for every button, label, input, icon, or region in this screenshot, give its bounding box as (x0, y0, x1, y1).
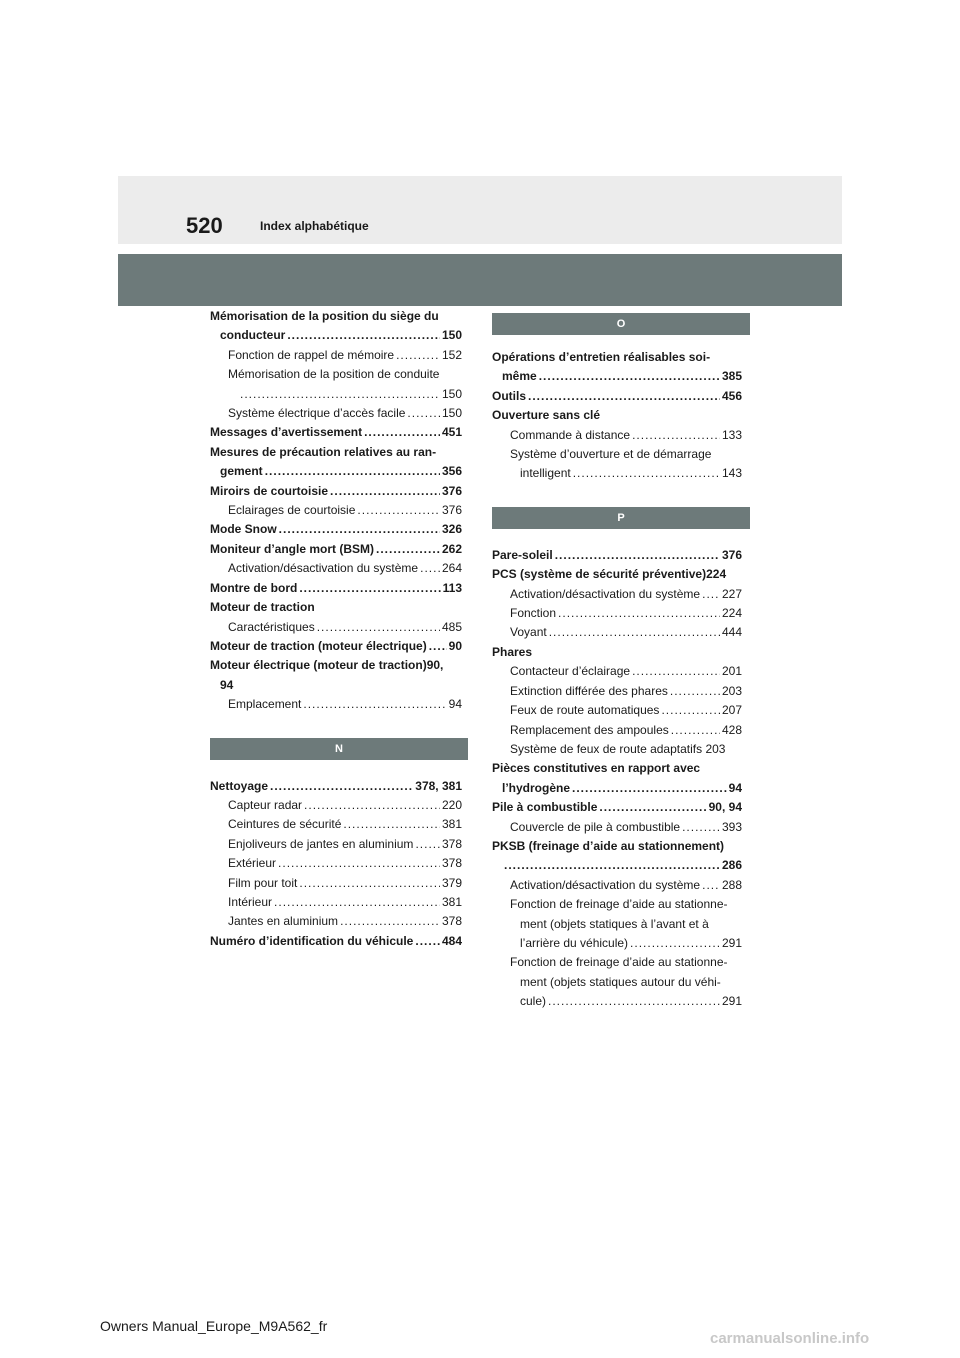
index-subentry (210, 404, 462, 423)
index-entry (210, 598, 462, 617)
index-subentry (492, 426, 742, 445)
dot-leader (632, 426, 720, 445)
dot-leader (303, 695, 446, 714)
dot-leader (240, 385, 440, 404)
entry-text: Mémorisation de la position du siège du (210, 309, 439, 323)
index-entry (210, 423, 462, 442)
entry-text: Caractéristiques (228, 619, 315, 634)
index-subentry (492, 876, 742, 895)
page-reference: 485 (441, 619, 462, 634)
dot-leader (599, 798, 706, 817)
entry-text: gement (220, 464, 263, 479)
page-reference: 150 (441, 328, 462, 343)
entry-text: Activation/désactivation du système (510, 877, 701, 892)
index-subentry (210, 695, 462, 714)
page-reference: 379 (441, 875, 462, 890)
index-entry (492, 406, 742, 425)
dot-leader (287, 326, 440, 345)
dot-leader (279, 520, 440, 539)
entry-text: intelligent (520, 466, 571, 481)
dot-leader (343, 815, 440, 834)
dot-leader (670, 682, 720, 701)
page-reference: 143 (721, 466, 742, 481)
page-reference: 262 (441, 541, 462, 556)
page-reference: 326 (441, 522, 462, 537)
entry-text: Feux de route automatiques (510, 703, 660, 718)
dot-leader (407, 404, 440, 423)
index-subentry (492, 895, 742, 953)
entry-text: Fonction de rappel de mémoire (228, 347, 395, 362)
letter-heading-n: N (210, 738, 468, 760)
index-entry (492, 798, 742, 817)
index-subentry (492, 740, 742, 759)
entry-text: Système électrique d’accès facile (228, 406, 406, 421)
index-subentry (210, 501, 462, 520)
index-subentry (492, 604, 742, 623)
entry-text: Moniteur d’angle mort (BSM) (210, 541, 374, 556)
entry-text: Moteur électrique (moteur de traction)90, (210, 658, 444, 673)
index-entry (492, 643, 742, 662)
dot-leader (278, 854, 440, 873)
index-subentry (492, 953, 742, 1011)
entry-text: PKSB (freinage d’aide au stationnement) (492, 838, 725, 853)
dot-leader (270, 777, 413, 796)
letter-heading-o: O (492, 313, 750, 335)
dot-leader (558, 604, 720, 623)
index-entry (492, 348, 742, 387)
index-subentry (210, 346, 462, 365)
entry-text: cule) (520, 994, 547, 1009)
entry-text: Couvercle de pile à combustible (510, 819, 681, 834)
page-reference: 456 (721, 388, 742, 403)
entry-text: Phares (492, 644, 533, 659)
entry-text: Moteur de traction (moteur électrique) (210, 638, 427, 653)
letter-heading-p: P (492, 507, 750, 529)
entry-text: Ceintures de sécurité (228, 817, 342, 832)
index-subentry (210, 618, 462, 637)
dot-leader (671, 721, 720, 740)
index-entry-group (492, 348, 742, 484)
entry-text: Montre de bord (210, 580, 298, 595)
entry-text: Intérieur (228, 894, 273, 909)
page-reference: 227 (721, 586, 742, 601)
index-subentry (210, 854, 462, 873)
index-subentry (210, 912, 462, 931)
page-reference: 385 (721, 369, 742, 384)
page-reference: 393 (721, 819, 742, 834)
index-entry (210, 540, 462, 559)
entry-text: Activation/désactivation du système (228, 561, 419, 576)
dot-leader (415, 932, 440, 951)
page-reference: 288 (721, 877, 742, 892)
index-entry (492, 387, 742, 406)
index-entry (210, 482, 462, 501)
dot-leader (357, 501, 440, 520)
page-reference: 378 (441, 914, 462, 929)
page-reference: 291 (721, 935, 742, 950)
index-subentry (492, 623, 742, 642)
index-subentry (492, 662, 742, 681)
entry-text: Emplacement (228, 697, 302, 712)
dot-leader (632, 662, 720, 681)
dot-leader (702, 876, 720, 895)
index-entry (492, 565, 742, 584)
dot-leader (317, 618, 440, 637)
entry-text: Fonction (510, 606, 557, 621)
index-entry (210, 579, 462, 598)
dot-leader (573, 464, 720, 483)
dot-leader (274, 893, 440, 912)
index-entry (210, 443, 462, 482)
dot-leader (572, 779, 727, 798)
page-reference: 378 (441, 836, 462, 851)
index-subentry (492, 445, 742, 484)
dot-leader (630, 934, 720, 953)
entry-text: Film pour toit (228, 875, 298, 890)
entry-text: Mode Snow (210, 522, 277, 537)
entry-text: Système d’ouverture et de démarrage (510, 447, 712, 462)
entry-text: Moteur de traction (210, 600, 315, 615)
index-entry (492, 837, 742, 876)
dot-leader (429, 637, 447, 656)
entry-text: conducteur (220, 328, 286, 343)
entry-text: Pièces constitutives en rapport avec (492, 761, 701, 776)
dot-leader (299, 579, 440, 598)
index-entry (210, 777, 462, 796)
page-reference: 201 (721, 664, 742, 679)
page-reference: 203 (721, 683, 742, 698)
page-reference: 381 (441, 894, 462, 909)
page-reference: 90 (448, 638, 462, 653)
index-subentry (492, 818, 742, 837)
entry-text: Mémorisation de la position de conduite (228, 367, 440, 382)
entry-text: Outils (492, 388, 527, 403)
index-entry-group (210, 307, 462, 715)
page-reference: 376 (441, 503, 462, 518)
entry-text: Capteur radar (228, 797, 303, 812)
dot-leader (304, 796, 440, 815)
dot-leader (548, 992, 720, 1011)
entry-text: l’hydrogène (502, 780, 571, 795)
entry-text: ment (objets statiques autour du véhi- (520, 974, 721, 989)
header-dark-bar (118, 254, 842, 306)
dot-leader (265, 462, 440, 481)
index-subentry (210, 893, 462, 912)
entry-text: Système de feux de route adaptatifs 203 (510, 741, 726, 756)
page-reference: 94 (728, 780, 742, 795)
index-subentry (210, 796, 462, 815)
index-entry-group (210, 777, 462, 952)
index-entry (210, 637, 462, 656)
page-reference: 264 (441, 561, 462, 576)
page-reference: 451 (441, 425, 462, 440)
entry-text: Jantes en aluminium (228, 914, 339, 929)
page-reference: 378, 381 (415, 778, 462, 793)
entry-text: Commande à distance (510, 427, 631, 442)
entry-text: Voyant (510, 625, 547, 640)
page-reference: 207 (721, 703, 742, 718)
page-reference: 90, 94 (708, 800, 742, 815)
index-entry (492, 546, 742, 565)
page-reference: 152 (441, 347, 462, 362)
dot-leader (330, 482, 440, 501)
index-entry-group (492, 546, 742, 1012)
page-reference: 220 (441, 797, 462, 812)
page-reference: 133 (721, 427, 742, 442)
index-column-right (492, 307, 742, 1012)
dot-leader (376, 540, 440, 559)
dot-leader (420, 559, 440, 578)
page-reference: 291 (721, 994, 742, 1009)
entry-text: Activation/désactivation du système (510, 586, 701, 601)
page-reference: 224 (721, 606, 742, 621)
dot-leader (549, 623, 720, 642)
page-number: 520 (186, 213, 223, 238)
index-entry (210, 520, 462, 539)
entry-text: Pare-soleil (492, 547, 553, 562)
header-band (118, 176, 842, 244)
index-entry (210, 656, 462, 695)
index-entry (492, 759, 742, 798)
entry-text: Enjoliveurs de jantes en aluminium (228, 836, 414, 851)
footer-manual-id: Owners Manual_Europe_M9A562_fr (100, 1318, 328, 1334)
index-subentry (210, 559, 462, 578)
index-subentry (210, 835, 462, 854)
entry-text: l’arrière du véhicule) (520, 935, 629, 950)
entry-text: Contacteur d’éclairage (510, 664, 631, 679)
entry-text: Ouverture sans clé (492, 408, 601, 423)
dot-leader (539, 367, 720, 386)
index-subentry (492, 682, 742, 701)
page-reference: 376 (721, 547, 742, 562)
index-subentry (210, 815, 462, 834)
dot-leader (299, 874, 440, 893)
page-reference: 356 (441, 464, 462, 479)
section-title: Index alphabétique (260, 219, 369, 233)
entry-text: même (502, 369, 537, 384)
dot-leader (702, 585, 720, 604)
index-entry (210, 932, 462, 951)
page-reference: 286 (721, 858, 742, 873)
watermark: carmanualsonline.info (710, 1330, 870, 1347)
index-subentry (492, 701, 742, 720)
index-subentry (492, 721, 742, 740)
index-subentry (210, 365, 462, 404)
entry-text: Pile à combustible (492, 800, 598, 815)
dot-leader (340, 912, 440, 931)
entry-text: Mesures de précaution relatives au ran- (210, 444, 437, 459)
page-reference: 150 (441, 386, 462, 401)
entry-text: Messages d’avertissement (210, 425, 363, 440)
dot-leader (682, 818, 720, 837)
dot-leader (528, 387, 720, 406)
page-reference: 378 (441, 856, 462, 871)
page-reference: 381 (441, 817, 462, 832)
entry-text: Numéro d’identification du véhicule (210, 933, 414, 948)
entry-text: Miroirs de courtoisie (210, 483, 329, 498)
page-reference: 113 (442, 580, 462, 595)
page-reference: 428 (721, 722, 742, 737)
entry-text: Nettoyage (210, 778, 269, 793)
index-subentry (210, 874, 462, 893)
entry-text: PCS (système de sécurité préventive)224 (492, 567, 727, 582)
entry-text: Remplacement des ampoules (510, 722, 669, 737)
page-reference: 444 (721, 625, 742, 640)
entry-text: Extinction différée des phares (510, 683, 668, 698)
index-entry (210, 307, 462, 346)
dot-leader (415, 835, 440, 854)
dot-leader (396, 346, 440, 365)
entry-text: Fonction de freinage d’aide au stationne- (510, 955, 728, 970)
dot-leader (555, 546, 720, 565)
dot-leader (364, 423, 440, 442)
entry-text: Opérations d’entretien réalisables soi- (492, 350, 711, 364)
entry-text: Fonction de freinage d’aide au stationne- (510, 897, 728, 912)
dot-leader (504, 856, 720, 875)
dot-leader (661, 701, 720, 720)
entry-text: 94 (220, 677, 234, 692)
page-reference: 484 (441, 933, 462, 948)
index-column-left (210, 307, 462, 951)
page-reference: 376 (441, 483, 462, 498)
entry-text: Eclairages de courtoisie (228, 503, 356, 518)
index-subentry (492, 585, 742, 604)
entry-text: Extérieur (228, 856, 277, 871)
page-reference: 94 (448, 697, 462, 712)
entry-text: ment (objets statiques à l’avant et à (520, 916, 709, 931)
page-reference: 150 (441, 406, 462, 421)
